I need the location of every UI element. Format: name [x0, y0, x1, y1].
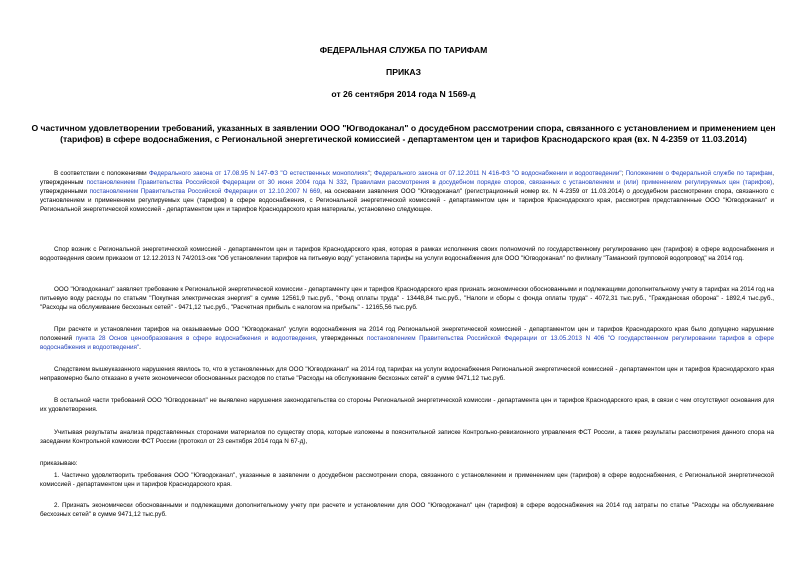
- text-segment: .: [139, 344, 141, 352]
- document-title: О частичном удовлетворении требований, указанных в заявлении ООО "Югводоканал" о досудебном рассмотрении спора, связанного с установлением и применением цен (тарифов) в сфере водоснабжения, с Региональной энергетической комиссией - департаментом цен и тарифов Краснодарского края (вх. N 4-2359 от 11.03.2014): [31, 123, 776, 144]
- text-segment: , утвержденным: [40, 170, 775, 187]
- paragraph-basis: [40, 169, 774, 214]
- text-segment: , утвержденных: [315, 335, 367, 343]
- text-segment: В соответствии с положениями: [54, 170, 149, 177]
- paragraph-claim: [40, 285, 774, 312]
- link-resolution-406[interactable]: постановлением Правительства Российской Федерации от 13.05.2013 N 406 "О государственном регулировании тарифов в сфере водоснабжения и водоотведения": [40, 335, 774, 352]
- text-segment: , на основании заявления ООО "Югводоканал" (регистрационный номер вх. N 4-2359 от 11.03.2014) о досудебном рассмотрении спора, связанного с установлением и применением регулируемых цен (тарифов) в сфере водоснабжения, с Региональной энергетической комиссией - департаментом цен и тарифов Краснодарского края, рассмотрев представленные ООО "Югводоканал" и Региональной энергетической комиссией - департаментом цен и тарифов Краснодарского края материалы, установлено следующее.: [40, 188, 774, 214]
- paragraph-text: В остальной части требований ООО "Югводоканал" не выявлено нарушения законодательства со стороны Региональной энергетической комиссии - департамента цен и тарифов Краснодарского края, в связи с чем отсутствуют основания для их удовлетворения.: [40, 397, 774, 414]
- paragraph-violation: [40, 325, 774, 352]
- paragraph-text: приказываю:: [40, 460, 78, 467]
- text-segment: ;: [369, 170, 374, 177]
- text-segment: ;: [621, 170, 626, 177]
- doc-type-heading: ПРИКАЗ: [386, 67, 421, 77]
- text-segment: При расчете и установлении тарифов на оказываемые ООО "Югводоканал" услуги водоснабжения на 2014 год Региональной энергетической комиссией - департаментом цен и тарифов Краснодарского края было допущено нарушение положений: [40, 326, 774, 343]
- link-fst-regulation[interactable]: Положением о Федеральной службе по тарифам: [625, 170, 773, 177]
- order-item-1: [40, 471, 774, 489]
- paragraph-text: 2. Признать экономически обоснованными и подлежащими дополнительному учету при расчете и установлении для ООО "Югводоканал" цен (тарифов) в сфере водоснабжения на 2014 год затраты по статье "Расходы на обслуживание бесхозных сетей" в сумме 9471,12 тыс.руб.: [40, 502, 774, 519]
- date-number-heading: от 26 сентября 2014 года N 1569-д: [331, 89, 476, 99]
- link-federal-law-416[interactable]: Федерального закона от 07.12.2011 N 416-ФЗ "О водоснабжении и водоотведении": [373, 170, 622, 177]
- text-segment: ,: [346, 179, 352, 187]
- paragraph-rest: [40, 396, 774, 414]
- link-federal-law-147[interactable]: Федерального закона от 17.08.95 N 147-ФЗ "О естественных монополиях": [148, 170, 370, 177]
- paragraph-analysis: [40, 428, 774, 446]
- paragraph-order-word: [40, 459, 774, 468]
- link-dispute-rules[interactable]: Правилами рассмотрения в досудебном порядке споров, связанных с установлением и (или) применением регулируемых цен (тарифов): [351, 179, 773, 187]
- order-item-2: [40, 501, 774, 519]
- paragraph-text: Учитывая результаты анализа представленных сторонами материалов по существу спора, которые изложены в пояснительной записке Контрольно-ревизионного управления ФСТ России, а также результаты рассмотрения данного спора на заседании Контрольной комиссии ФСТ России (протокол от 23 сентября 2014 года N 67-д),: [40, 429, 774, 446]
- paragraph-text: 1. Частично удовлетворить требования ООО "Югводоканал", указанные в заявлении о досудебном рассмотрении спора, связанного с установлением и применением цен (тарифов) в сфере водоснабжения, с Региональной энергетической комиссией - департаментом цен и тарифов Краснодарского края.: [40, 472, 774, 489]
- paragraph-dispute: [40, 245, 774, 263]
- paragraph-consequence: [40, 365, 774, 383]
- paragraph-text: Спор возник с Региональной энергетической комиссией - департаментом цен и тарифов Краснодарского края, которая в рамках исполнения своих полномочий по государственному регулированию цен (тарифов) в сфере водоснабжения и водоотведения своим приказом от 12.12.2013 N 74/2013-окк "Об установлении тарифов на питьевую воду" установила тарифы на услуги водоснабжения для ООО "Югводоканал" по филиалу "Таманский групповой водопровод" на 2014 год.: [40, 246, 774, 263]
- paragraph-text: ООО "Югводоканал" заявляет требование к Региональной энергетической комиссии - департаменту цен и тарифов Краснодарского края признать экономически обоснованными и подлежащими дополнительному учету в тарифах на 2014 год на питьевую воду расходы по статьям "Покупная электрическая энергия" в сумме 12561,9 тыс.руб., "Фонд оплаты труда" - 13448,84 тыс.руб., "Налоги и сборы с фонда оплаты труда" - 4072,31 тыс.руб., "Гражданская оборона" - 1892,4 тыс.руб., "Расходы на обслуживание бесхозных сетей" - 9471,12 тыс.руб., "Расчетная прибыль с налогом на прибыль" - 12165,56 тыс.руб.: [40, 286, 774, 312]
- text-segment: , утвержденными: [40, 179, 775, 196]
- paragraph-text: Следствием вышеуказанного нарушения явилось то, что в установленных для ООО "Югводоканал" на 2014 год тарифах на услуги водоснабжения Региональной энергетической комиссией - департаментом цен и тарифов Краснодарского края неправомерно было отказано в учете экономически обоснованных расходов по статье "Расходы на обслуживание бесхозных сетей" в сумме 9471,12 тыс.руб.: [40, 366, 774, 383]
- link-resolution-669[interactable]: постановлением Правительства Российской Федерации от 12.10.2007 N 669: [89, 188, 321, 196]
- link-resolution-332[interactable]: постановлением Правительства Российской Федерации от 30 июня 2004 года N 332: [86, 179, 347, 187]
- link-pricing-basics-item-28[interactable]: пункта 28 Основ ценообразования в сфере водоснабжения и водоотведения: [75, 335, 316, 343]
- agency-heading: ФЕДЕРАЛЬНАЯ СЛУЖБА ПО ТАРИФАМ: [319, 45, 488, 55]
